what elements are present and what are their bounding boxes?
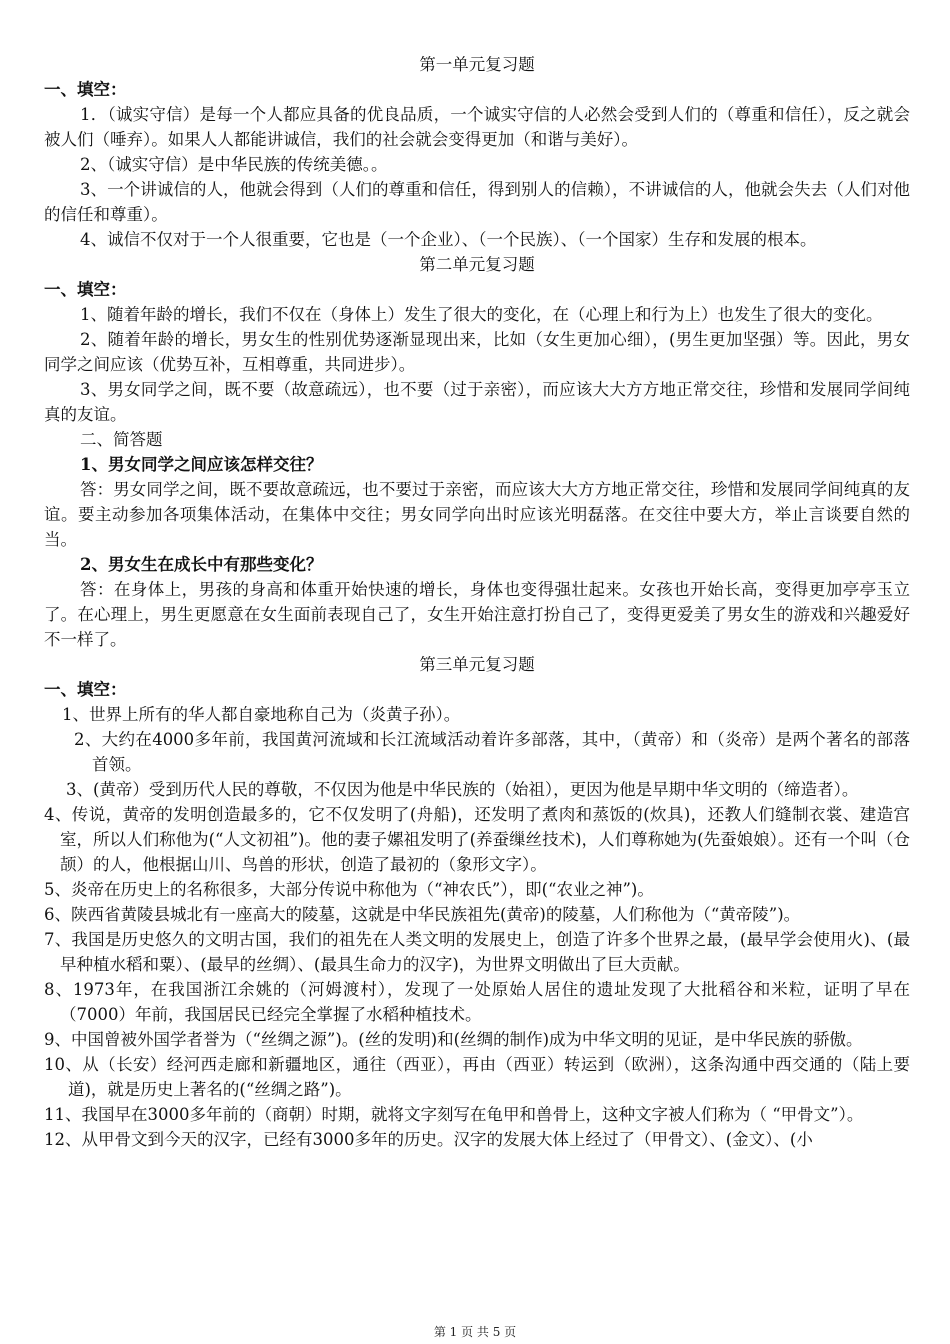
unit3-q1: 1、世界上所有的华人都自豪地称自己为（炎黄子孙）。 bbox=[62, 705, 461, 724]
unit3-q5: 5、炎帝在历史上的名称很多，大部分传说中称他为（“神农氏”），即(“农业之神”)。 bbox=[44, 880, 654, 899]
unit3-q12: 12、从甲骨文到今天的汉字，已经有3000多年的历史。汉字的发展大体上经过了（甲骨文）、(金文）、(小 bbox=[44, 1130, 813, 1149]
unit1-q3: 3、一个讲诚信的人，他就会得到（人们的尊重和信任，得到别人的信赖），不讲诚信的人，他就会失去（人们对他的信任和尊重）。 bbox=[44, 180, 910, 224]
unit3-title: 第三单元复习题 bbox=[419, 655, 535, 674]
unit2-q2: 2、随着年龄的增长，男女生的性别优势逐渐显现出来，比如（女生更加心细），(男生更加坚强）等。因此，男女同学之间应该（优势互补，互相尊重，共同进步）。 bbox=[44, 330, 910, 374]
unit2-fill-heading: 一、填空： bbox=[44, 280, 127, 299]
unit2-short-a2: 答：在身体上，男孩的身高和体重开始快速的增长，身体也变得强壮起来。女孩也开始长高，变得更加亭亭玉立了。在心理上，男生更愿意在女生面前表现自己了，女生开始注意打扮自己了，变得更爱美了男女生的游戏和兴趣爱好不一样了。 bbox=[44, 580, 910, 649]
unit3-q6: 6、陕西省黄陵县城北有一座高大的陵墓，这就是中华民族祖先(黄帝)的陵墓，人们称他为（“黄帝陵”)。 bbox=[44, 905, 801, 924]
unit2-short-q2: 2、男女生在成长中有那些变化？ bbox=[80, 555, 323, 574]
unit3-q2: 2、大约在4000多年前，我国黄河流域和长江流域活动着许多部落，其中，（黄帝）和（炎帝）是两个著名的部落首领。 bbox=[74, 730, 910, 774]
unit2-q1: 1、随着年龄的增长，我们不仅在（身体上）发生了很大的变化，在（心理上和行为上）也发生了很大的变化。 bbox=[80, 305, 883, 324]
unit3-q3: 3、(黄帝）受到历代人民的尊敬，不仅因为他是中华民族的（始祖），更因为他是早期中华文明的（缔造者）。 bbox=[66, 780, 859, 799]
page-footer: 第 1 页 共 5 页 bbox=[433, 1325, 517, 1339]
unit2-short-heading: 二、简答题 bbox=[80, 430, 163, 449]
unit3-q4: 4、传说，黄帝的发明创造最多的，它不仅发明了(舟船)，还发明了煮肉和蒸饭的(炊具)，还教人们缝制衣裳、建造宫室，所以人们称他为(“人文初祖”)。他的妻子嫘祖发明了(养蚕缫丝技术)，人们尊称她为(先蚕娘娘）。还有一个叫（仓颉）的人，他根据山川、鸟兽的形状，创造了最初的（象形文字）。 bbox=[44, 805, 910, 874]
unit3-q11: 11、我国早在3000多年前的（商朝）时期，就将文字刻写在龟甲和兽骨上，这种文字被人们称为（ “甲骨文”）。 bbox=[44, 1105, 864, 1124]
unit3-q7: 7、我国是历史悠久的文明古国，我们的祖先在人类文明的发展史上，创造了许多个世界之最，(最早学会使用火)、(最早种植水稻和粟）、(最早的丝绸）、(最具生命力的汉字)，为世界文明做出了巨大贡献。 bbox=[44, 930, 910, 974]
unit2-short-a1: 答：男女同学之间，既不要故意疏远，也不要过于亲密，而应该大大方方地正常交往，珍惜和发展同学间纯真的友谊。要主动参加各项集体活动，在集体中交往；男女同学向出时应该光明磊落。在交往中要大方，举止言谈要自然的当。 bbox=[44, 480, 910, 549]
unit2-title: 第二单元复习题 bbox=[419, 255, 535, 274]
unit1-q2: 2、（诚实守信）是中华民族的传统美德。。 bbox=[80, 155, 388, 174]
unit1-q4: 4、诚信不仅对于一个人很重要，它也是（一个企业）、（一个民族）、（一个国家）生存和发展的根本。 bbox=[80, 230, 817, 249]
unit3-fill-heading: 一、填空： bbox=[44, 680, 127, 699]
unit3-q10: 10、从（长安）经河西走廊和新疆地区，通往（西亚），再由（西亚）转运到（欧洲），这条沟通中西交通的（陆上要道)，就是历史上著名的(“丝绸之路”)。 bbox=[44, 1055, 910, 1099]
unit3-q9: 9、中国曾被外国学者誉为（“丝绸之源”)。(丝的发明)和(丝绸的制作)成为中华文明的见证，是中华民族的骄傲。 bbox=[44, 1030, 863, 1049]
unit2-q3: 3、男女同学之间，既不要（故意疏远），也不要（过于亲密），而应该大大方方地正常交往，珍惜和发展同学间纯真的友谊。 bbox=[44, 380, 910, 424]
unit1-q1: 1．（诚实守信）是每一个人都应具备的优良品质，一个诚实守信的人必然会受到人们的（尊重和信任），反之就会被人们（唾弃）。如果人人都能讲诚信，我们的社会就会变得更加（和谐与美好）。 bbox=[44, 105, 910, 149]
unit3-q8: 8、1973年，在我国浙江余姚的（河姆渡村），发现了一处原始人居住的遗址发现了大批稻谷和米粒，证明了早在（7000）年前，我国居民已经完全掌握了水稻种植技术。 bbox=[44, 980, 910, 1024]
unit1-title: 第一单元复习题 bbox=[419, 55, 535, 74]
unit1-fill-heading: 一、填空： bbox=[44, 80, 127, 99]
unit2-short-q1: 1、男女同学之间应该怎样交往？ bbox=[80, 455, 323, 474]
document-body bbox=[44, 52, 910, 1152]
